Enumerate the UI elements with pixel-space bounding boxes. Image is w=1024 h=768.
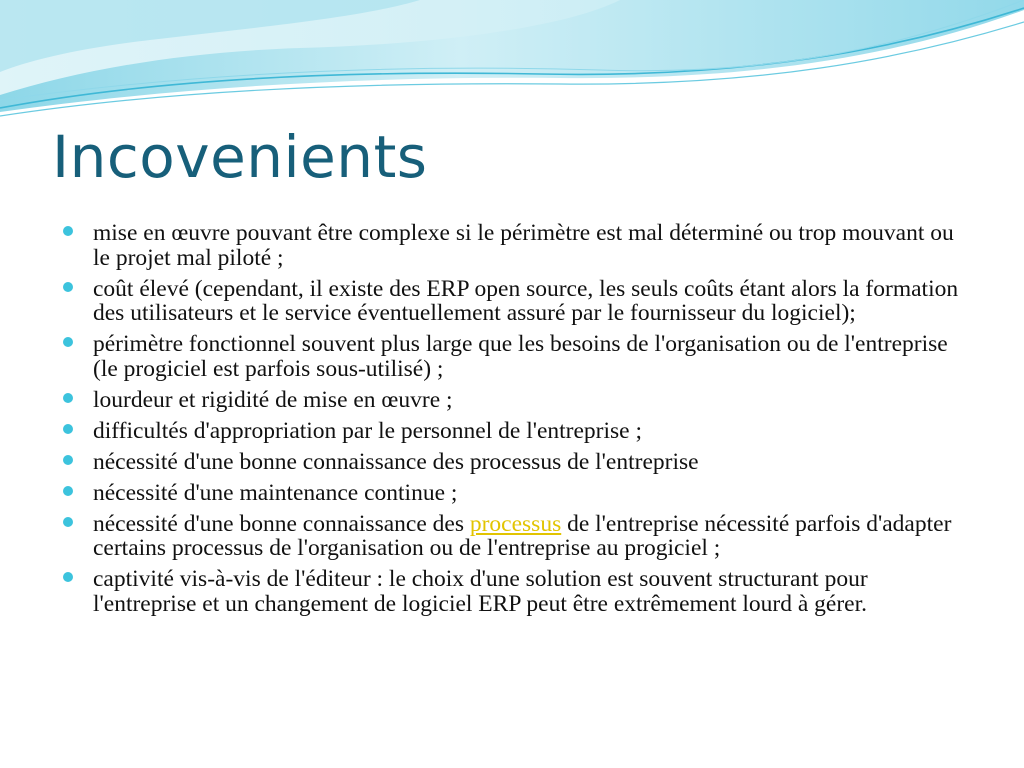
bullet-item: difficultés d'appropriation par le personnel de l'entreprise ; [62,419,967,444]
bullet-list [62,221,967,623]
bullet-item: coût élevé (cependant, il existe des ERP open source, les seuls coûts étant alors la formation des utilisateurs et le service éventuellement assuré par le fournisseur du logiciel); [62,277,967,326]
slide-title: Incovenients [52,123,428,191]
header-wave-decoration [0,0,1024,130]
bullet-item: captivité vis-à-vis de l'éditeur : le choix d'une solution est souvent structurant pour l'entreprise et un changement de logiciel ERP peut être extrêmement lourd à gérer. [62,567,967,616]
bullet-text-before-link: nécessité d'une bonne connaissance des [93,510,470,537]
processus-link[interactable]: processus [469,510,562,537]
bullet-text-after-link: de l'entreprise nécessité parfois d'adapter certains processus de l'organisation ou de l'entreprise au progiciel ; [93,510,952,561]
bullet-item: mise en œuvre pouvant être complexe si le périmètre est mal déterminé ou trop mouvant ou le projet mal piloté ; [62,221,967,270]
bullet-item: lourdeur et rigidité de mise en œuvre ; [62,388,967,413]
bullet-item: nécessité d'une maintenance continue ; [62,481,967,506]
bullet-item-with-link [62,512,967,561]
bullet-item: périmètre fonctionnel souvent plus large que les besoins de l'organisation ou de l'entreprise (le progiciel est parfois sous-utilisé) ; [62,332,967,381]
bullet-item: nécessité d'une bonne connaissance des processus de l'entreprise [62,450,967,475]
